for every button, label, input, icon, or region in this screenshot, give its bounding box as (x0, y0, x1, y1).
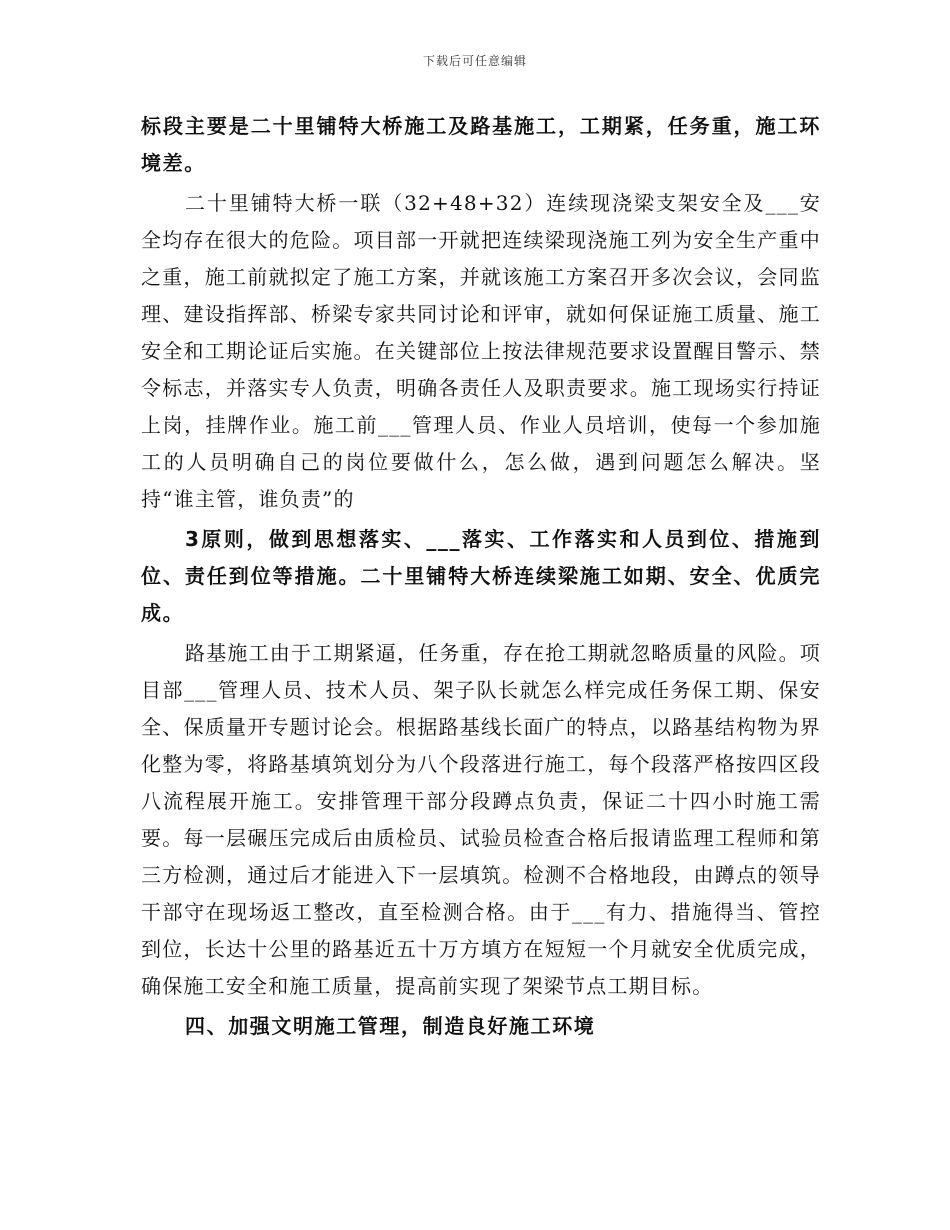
section-heading-civilized-construction: 四、加强文明施工管理，制造良好施工环境 (185, 1014, 596, 1038)
document-body (141, 108, 821, 1045)
paragraph-principle-bold: 3原则，做到思想落实、___落实、工作落实和人员到位、措施到位、责任到位等措施。二十里铺特大桥连续梁施工如期、安全、优质完成。 (141, 527, 821, 625)
page-header-note: 下载后可任意编辑 (422, 54, 527, 68)
paragraph-roadbed: 路基施工由于工期紧逼，任务重，存在抢工期就忽略质量的风险。项目部___管理人员、技术人员、架子队长就怎么样完成任务保工期、保安全、保质量开专题讨论会。根据路基线长面广的特点，以路基结构物为界化整为零，将路基填筑划分为八个段落进行施工，每个段落严格按四区段八流程展开施工。安排管理干部分段蹲点负责，保证二十四小时施工需要。每一层碾压完成后由质检员、试验员检查合格后报请监理工程师和第三方检测，通过后才能进入下一层填筑。检测不合格地段，由蹲点的领导干部守在现场返工整改，直至检测合格。由于___有力、措施得当、管控到位，长达十公里的路基近五十万方填方在短短一个月就安全优质完成，确保施工安全和施工质量，提高前实现了架梁节点工期目标。 (141, 641, 821, 998)
paragraph-bridge-safety: 二十里铺特大桥一联（32+48+32）连续现浇梁支架安全及___安全均存在很大的危险。项目部一开就把连续梁现浇施工列为安全生产重中之重，施工前就拟定了施工方案，并就该施工方案召开多次会议，会同监理、建设指挥部、桥梁专家共同讨论和评审，就如何保证施工质量、施工安全和工期论证后实施。在关键部位上按法律规范要求设置醒目警示、禁令标志，并落实专人负责，明确各责任人及职责要求。施工现场实行持证上岗，挂牌作业。施工前___管理人员、作业人员培训，使每一个参加施工的人员明确自己的岗位要做什么，怎么做，遇到问题怎么解决。坚持“谁主管，谁负责”的 (141, 191, 821, 511)
paragraph-intro-bold: 标段主要是二十里铺特大桥施工及路基施工，工期紧，任务重，施工环境差。 (141, 114, 821, 175)
